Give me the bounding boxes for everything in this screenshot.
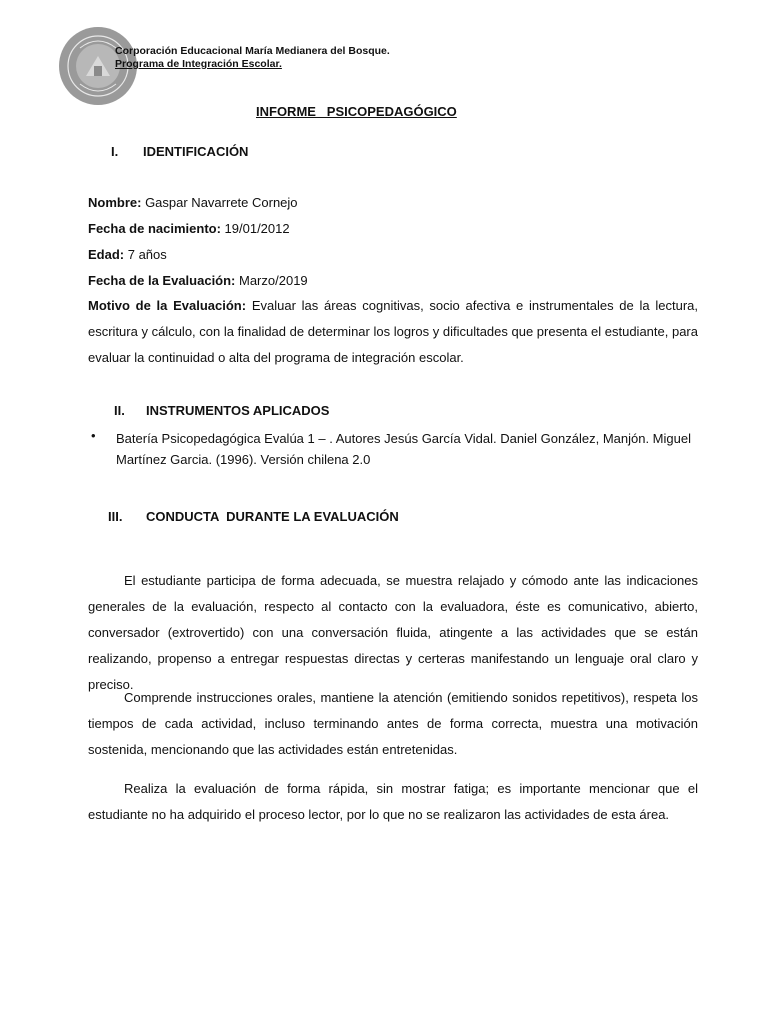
conduct-text-2: Comprende instrucciones orales, mantiene la atención (emitiendo sonidos repetitivos), respeta los tiempos de cada actividad, incluso terminando antes de forma correcta, muestra una motivación sostenida, mencionando que las actividades están entretenidas. (88, 690, 698, 757)
eval-date-value: Marzo/2019 (235, 273, 308, 288)
name-field (88, 195, 298, 210)
birth-field (88, 221, 290, 236)
motive-field (88, 293, 698, 371)
motive-value: Evaluar las áreas cognitivas, socio afectiva e instrumentales de la lectura, escritura y cálculo, con la finalidad de determinar los logros y dificultades que presenta el estudiante, para evaluar la continuidad o alta del programa de integración escolar. (88, 298, 698, 365)
instrument-item: Batería Psicopedagógica Evalúa 1 – . Autores Jesús García Vidal. Daniel González, Manjón. Miguel Martínez Garcia. (1996). Versión chilena 2.0 (116, 431, 691, 467)
section-2-title: INSTRUMENTOS APLICADOS (146, 403, 330, 418)
section-3-number: III. (108, 509, 123, 524)
conduct-paragraph-1 (88, 568, 698, 698)
motive-label: Motivo de la Evaluación: (88, 298, 247, 313)
section-1-title: IDENTIFICACIÓN (143, 144, 249, 159)
section-3-title: CONDUCTA DURANTE LA EVALUACIÓN (146, 509, 399, 524)
program-name: Programa de Integración Escolar. (115, 58, 282, 70)
name-value: Gaspar Navarrete Cornejo (141, 195, 298, 210)
report-title: INFORME PSICOPEDAGÓGICO (256, 104, 457, 119)
age-field (88, 247, 167, 262)
age-value: 7 años (124, 247, 167, 262)
section-1-number: I. (111, 144, 119, 159)
conduct-paragraph-2 (88, 685, 698, 763)
bullet-icon: • (91, 428, 96, 443)
name-label: Nombre: (88, 195, 142, 210)
birth-value: 19/01/2012 (220, 221, 290, 236)
eval-date-label: Fecha de la Evaluación: (88, 273, 236, 288)
section-2-number: II. (114, 403, 125, 418)
age-label: Edad: (88, 247, 125, 262)
conduct-text-3: Realiza la evaluación de forma rápida, sin mostrar fatiga; es importante mencionar que el estudiante no ha adquirido el proceso lector, por lo que no se realizaron las actividades de esta área. (88, 781, 698, 822)
eval-date-field (88, 273, 308, 288)
institution-name: Corporación Educacional María Medianera del Bosque. (115, 45, 390, 57)
birth-label: Fecha de nacimiento: (88, 221, 221, 236)
conduct-paragraph-3 (88, 776, 698, 828)
conduct-text-1: El estudiante participa de forma adecuada, se muestra relajado y cómodo ante las indicaciones generales de la evaluación, respecto al contacto con la evaluadora, éste es comunicativo, abierto, conversador (extrovertido) con una conversación fluida, atingente a las actividades que se están realizando, propenso a entregar respuestas directas y certeras manifestando un lenguaje oral claro y preciso. (88, 573, 698, 692)
